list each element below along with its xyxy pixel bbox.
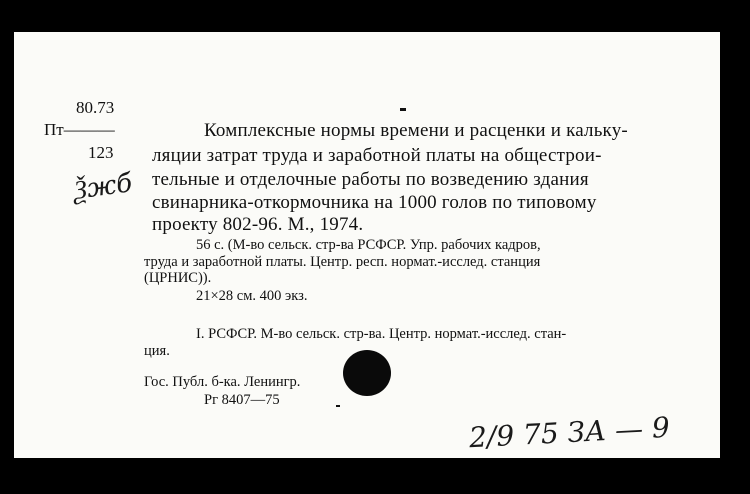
stray-mark xyxy=(400,108,406,111)
publication-line-2: труда и заработной платы. Центр. респ. нормат.-исслед. станция xyxy=(144,254,541,270)
handwritten-mark: Ѯжб xyxy=(72,168,135,206)
format-line: 21×28 см. 400 экз. xyxy=(196,288,308,304)
title-line-5: проекту 802-96. М., 1974. xyxy=(152,214,364,235)
title-line-2: ляции затрат труда и заработной платы на общестрои- xyxy=(152,145,602,166)
library-name: Гос. Публ. б-ка. Ленингр. xyxy=(144,374,301,390)
subject-line-2: ция. xyxy=(144,343,170,359)
publication-line-1: 56 с. (М-во сельск. стр-ва РСФСР. Упр. рабочих кадров, xyxy=(196,237,541,253)
subject-line-1: I. РСФСР. М-во сельск. стр-ва. Центр. нормат.-исслед. стан- xyxy=(196,326,567,342)
publication-line-3: (ЦРНИС)). xyxy=(144,270,212,286)
stray-mark xyxy=(336,405,340,407)
registration-number: Рг 8407—75 xyxy=(204,392,280,408)
title-line-3: тельные и отделочные работы по возведению здания xyxy=(152,169,589,190)
title-line-1: Комплексные нормы времени и расценки и кальку- xyxy=(204,120,628,141)
ink-blot xyxy=(343,350,391,396)
title-line-4: свинарника-откормочника на 1000 голов по типовому xyxy=(152,192,597,213)
call-number-top: 80.73 xyxy=(76,98,115,117)
call-number-middle: Пт——— xyxy=(44,120,115,139)
handwritten-date: 2/9 75 ЗА — 9 xyxy=(468,410,671,455)
call-number-bottom: 123 xyxy=(88,143,114,162)
